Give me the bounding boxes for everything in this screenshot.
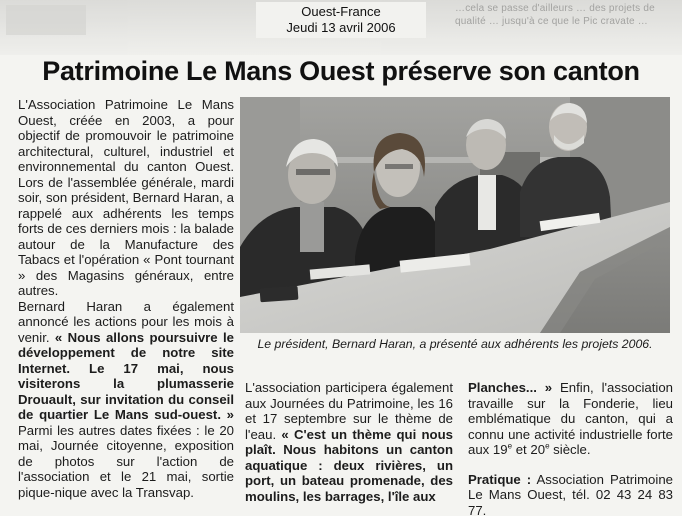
meeting-photo-illustration <box>240 97 670 333</box>
paragraph-plans <box>18 299 234 501</box>
newspaper-name: Ouest-France <box>301 4 381 19</box>
paragraph-fonderie <box>468 380 673 458</box>
paragraph-intro: L'Association Patrimoine Le Mans Ouest, créée en 2003, a pour objectif de promouvoir le patrimoine architectural, culturel, industriel et environnemental du canton Ouest. Lors de l'assemblée générale, mardi soir, son président, Bernard Haran, a rappelé aux adhérents les temps forts de ces derniers mois : la balade autour de la Manufacture des Tabacs et l'opération « Pont tournant » des Magasins généraux, entre autres. <box>18 97 234 298</box>
article-column-1 <box>18 97 234 500</box>
fonderie-text: Enfin, l'association travaille sur la Fonderie, lieu emblématique du canton, qui a connu une activité industrielle forte aux 19 <box>468 380 673 457</box>
practical-contact: Association Patrimoine Le Mans Ouest, tél. 02 43 24 83 77. <box>468 471 673 516</box>
plans-dates: Parmi les autres dates fixées : le 20 mai, Journée citoyenne, exposition de photos sur l'action de l'association et le 21 mai, sortie pique-nique avec la Transvap. <box>18 422 234 500</box>
heritage-days-quote: « C'est un thème qui nous plaît. Nous habitons un canton aquatique : deux rivières, un port, un bateau promenade, des moulins, les barrages, l'île aux <box>245 426 453 504</box>
bleed-through-text: …cela se passe d'ailleurs … des projets de qualité … jusqu'à ce que le Pic cravate … <box>455 3 655 27</box>
source-label <box>0 4 682 36</box>
meeting-photo <box>240 97 670 333</box>
photo-caption: Le président, Bernard Haran, a présenté aux adhérents les projets 2006. <box>257 337 653 351</box>
article-column-3 <box>468 380 673 516</box>
article-headline: Patrimoine Le Mans Ouest préserve son canton <box>42 56 640 86</box>
notebook <box>260 286 299 303</box>
fonderie-end: siècle. <box>549 442 591 457</box>
publication-date: Jeudi 13 avril 2006 <box>286 20 396 35</box>
plans-intro: Bernard Haran a également annoncé les actions pour les mois à venir. <box>18 298 234 345</box>
paragraph-practical-info <box>468 472 673 516</box>
plans-quote: « Nous allons poursuivre le développement de notre site Internet. Le 17 mai, nous visiterons la plumasserie Drouault, sur invitation du conseil de quartier Le Mans sud-ouest. » <box>18 329 234 422</box>
paragraph-heritage-days <box>245 380 453 504</box>
heritage-days-text: L'association participera également aux Journées du Patrimoine, les 16 et 17 septembre sur le thème de l'eau. <box>245 380 453 442</box>
article-column-2 <box>245 380 453 504</box>
practical-label: Pratique : <box>468 471 532 487</box>
fonderie-between: et 20 <box>512 442 546 457</box>
century-suffix-2: e <box>545 441 550 451</box>
quote-end: Planches... » <box>468 380 553 395</box>
century-suffix-1: e <box>507 441 513 451</box>
